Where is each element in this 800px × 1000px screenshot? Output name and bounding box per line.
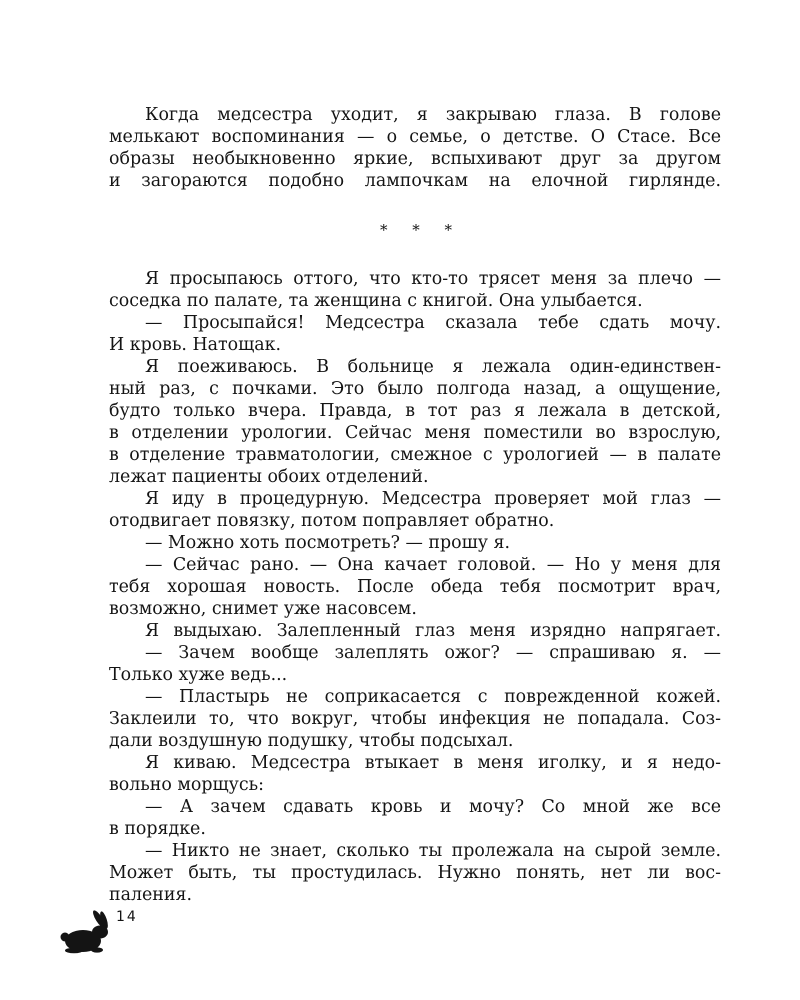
text-line: тебя хорошая новость. После обеда тебя посмотрит врач, — [109, 577, 721, 597]
page-text — [109, 104, 721, 906]
text-line: — Пластырь не соприкасается с поврежденной кожей. — [145, 687, 721, 707]
text-line: Может быть, ты простудилась. Нужно понять, нет ли вос- — [109, 863, 721, 883]
spacer — [109, 192, 721, 219]
spacer — [109, 241, 721, 268]
section-separator: * * * — [379, 221, 463, 239]
text-line: паления. — [109, 885, 192, 905]
page-number: 14 — [116, 909, 138, 925]
text-line: мелькают воспоминания — о семье, о детстве. О Стасе. Все — [109, 127, 721, 147]
text-line: будто только вчера. Правда, в тот раз я лежала в детской, — [109, 401, 721, 421]
text-line: отодвигает повязку, потом поправляет обратно. — [109, 511, 555, 531]
text-line: — Просыпайся! Медсестра сказала тебе сдать мочу. — [145, 313, 721, 333]
text-line: Когда медсестра уходит, я закрываю глаза. В голове — [145, 105, 721, 125]
text-line: образы необыкновенно яркие, вспыхивают друг за другом — [109, 149, 721, 169]
text-line: — Никто не знает, сколько ты пролежала на сырой земле. — [145, 841, 721, 861]
text-line: Заклеили то, что вокруг, чтобы инфекция не попадала. Соз- — [109, 709, 721, 729]
text-line: И кровь. Натощак. — [109, 335, 282, 355]
text-line: Только хуже ведь... — [109, 665, 288, 685]
text-line: возможно, снимет уже насовсем. — [109, 599, 417, 619]
page-footer — [58, 908, 178, 958]
text-line: в отделении урологии. Сейчас меня поместили во взрослую, — [109, 423, 721, 443]
text-line: ный раз, с почками. Это было полгода назад, а ощущение, — [109, 379, 721, 399]
text-line: Я просыпаюсь оттого, что кто-то трясет меня за плечо — — [145, 269, 721, 289]
text-line: в порядке. — [109, 819, 206, 839]
text-line: в отделение травматологии, смежное с урологией — в палате — [109, 445, 721, 465]
text-line: соседка по палате, та женщина с книгой. Она улыбается. — [109, 291, 643, 311]
text-line: лежат пациенты обоих отделений. — [109, 467, 429, 487]
text-line: — Можно хоть посмотреть? — прошу я. — [145, 533, 510, 553]
rabbit-icon — [58, 908, 116, 954]
text-line: Я поеживаюсь. В больнице я лежала один-единствен- — [145, 357, 721, 377]
text-line: — Сейчас рано. — Она качает головой. — Но у меня для — [145, 555, 721, 575]
text-line: — Зачем вообще залеплять ожог? — спрашиваю я. — — [145, 643, 721, 663]
text-line: и загораются подобно лампочкам на елочной гирлянде. — [109, 171, 721, 191]
text-line: вольно морщусь: — [109, 775, 264, 795]
text-line: дали воздушную подушку, чтобы подсыхал. — [109, 731, 514, 751]
text-line: — А зачем сдавать кровь и мочу? Со мной же все — [145, 797, 721, 817]
text-line: Я киваю. Медсестра втыкает в меня иголку, и я недо- — [145, 753, 721, 773]
text-line: Я выдыхаю. Залепленный глаз меня изрядно напрягает. — [145, 621, 721, 641]
text-line: Я иду в процедурную. Медсестра проверяет мой глаз — — [145, 489, 721, 509]
